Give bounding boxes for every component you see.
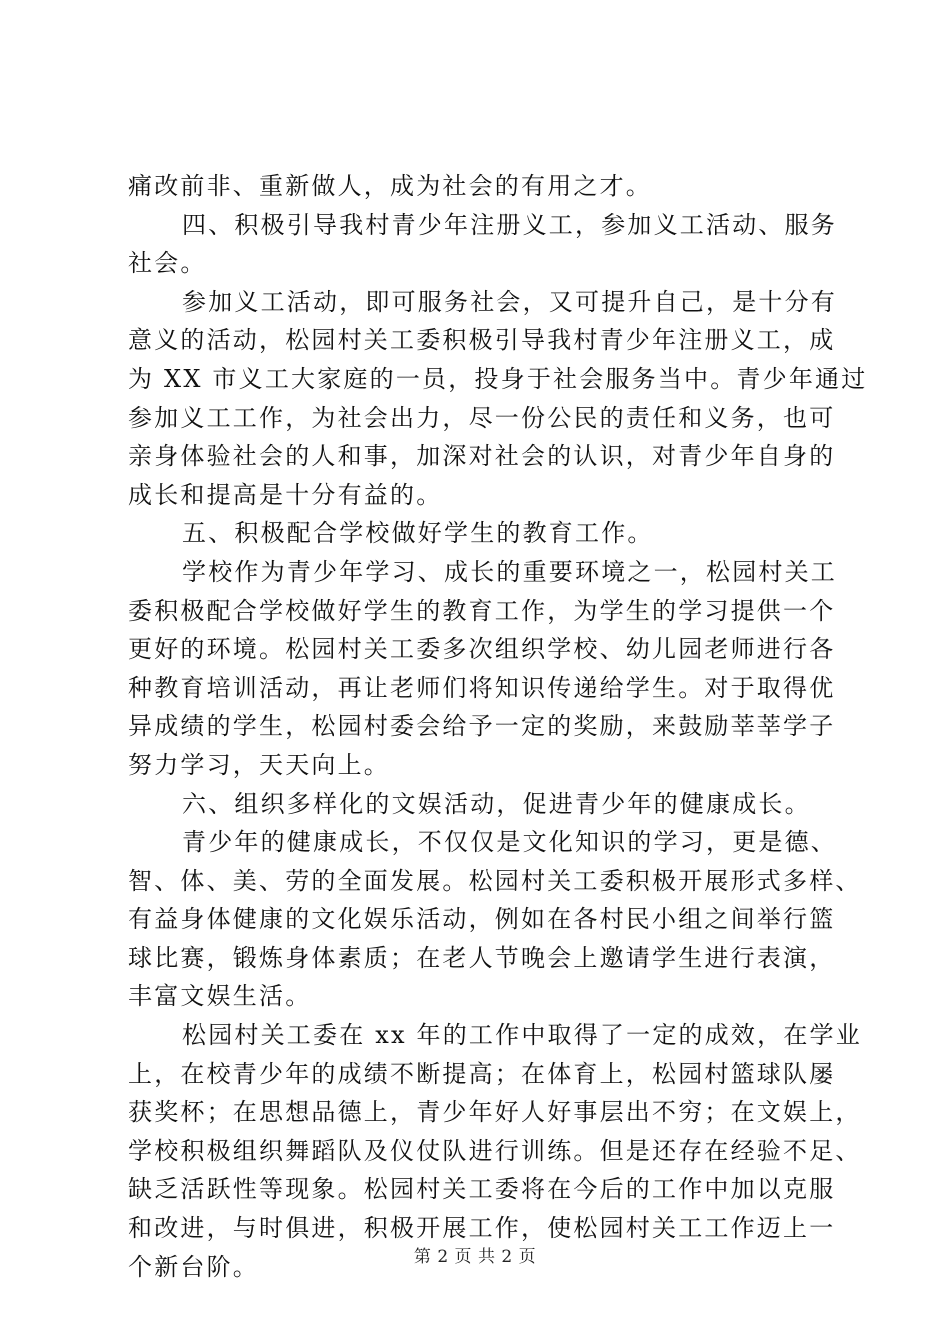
text-line: 为 XX 市义工大家庭的一员，投身于社会服务当中。青少年通过: [128, 364, 868, 393]
text-line: 种教育培训活动，再让老师们将知识传递给学生。对于取得优: [128, 673, 836, 702]
text-line: 参加义工活动，即可服务社会，又可提升自己，是十分有: [182, 287, 837, 316]
text-line: 有益身体健康的文化娱乐活动，例如在各村民小组之间举行篮: [128, 905, 836, 934]
text-line: 参加义工工作，为社会出力，尽一份公民的责任和义务，也可: [128, 403, 836, 432]
text-line: 学校积极组织舞蹈队及仪仗队进行训练。但是还存在经验不足、: [128, 1136, 862, 1165]
text-line: 更好的环境。松园村关工委多次组织学校、幼儿园老师进行各: [128, 635, 836, 664]
text-line: 成长和提高是十分有益的。: [128, 480, 443, 509]
text-line: 意义的活动，松园村关工委积极引导我村青少年注册义工，成: [128, 326, 836, 355]
text-line: 球比赛，锻炼身体素质；在老人节晚会上邀请学生进行表演，: [128, 943, 836, 972]
text-line: 社会。: [128, 249, 207, 278]
text-line: 和改进，与时俱进，积极开展工作，使松园村关工工作迈上一: [128, 1214, 836, 1243]
text-line: 努力学习，天天向上。: [128, 750, 390, 779]
text-line: 异成绩的学生，松园村委会给予一定的奖励，来鼓励莘莘学子: [128, 712, 836, 741]
section-heading: 四、积极引导我村青少年注册义工，参加义工活动、服务: [182, 210, 837, 239]
text-line: 获奖杯；在思想品德上，青少年好人好事层出不穷；在文娱上，: [128, 1098, 862, 1127]
text-line: 学校作为青少年学习、成长的重要环境之一，松园村关工: [182, 557, 837, 586]
text-line: 上，在校青少年的成绩不断提高；在体育上，松园村篮球队屡: [128, 1059, 836, 1088]
text-line: 青少年的健康成长，不仅仅是文化知识的学习，更是德、: [182, 828, 837, 857]
section-heading: 五、积极配合学校做好学生的教育工作。: [182, 519, 654, 548]
text-line: 痛改前非、重新做人，成为社会的有用之才。: [128, 172, 652, 200]
text-line: 智、体、美、劳的全面发展。松园村关工委积极开展形式多样、: [128, 866, 862, 895]
text-line: 亲身体验社会的人和事，加深对社会的认识，对青少年自身的: [128, 442, 836, 471]
text-line: 松园村关工委在 xx 年的工作中取得了一定的成效，在学业: [182, 1021, 862, 1050]
text-line: 个新台阶。: [128, 1252, 259, 1281]
document-body: [128, 167, 868, 1286]
page-number: 第 2 页 共 2 页: [413, 1247, 537, 1267]
text-line: 委积极配合学校做好学生的教育工作，为学生的学习提供一个: [128, 596, 836, 625]
section-heading: 六、组织多样化的文娱活动，促进青少年的健康成长。: [182, 789, 811, 818]
text-line: 缺乏活跃性等现象。松园村关工委将在今后的工作中加以克服: [128, 1175, 836, 1204]
text-line: 丰富文娱生活。: [128, 982, 312, 1011]
